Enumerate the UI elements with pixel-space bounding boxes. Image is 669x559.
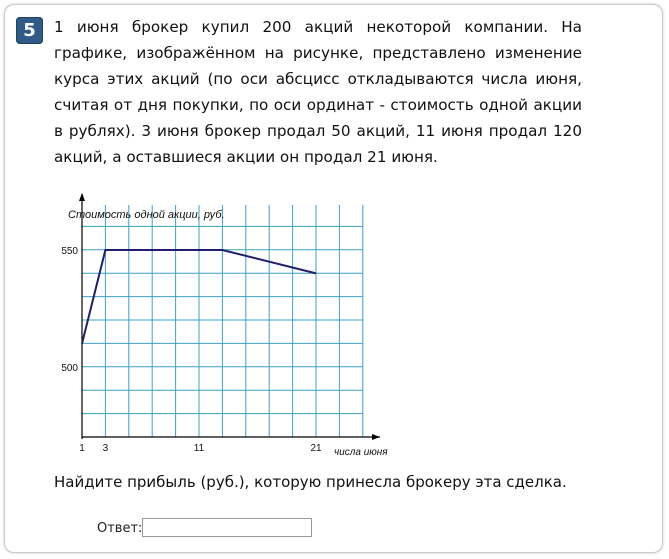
y-tick-label: 550 [61, 246, 78, 257]
answer-label: Ответ: [97, 521, 143, 536]
x-tick-label: 1 [79, 443, 85, 454]
question-text: Найдите прибыль (руб.), которую принесла брокеру эта сделка. [54, 473, 567, 491]
y-axis-title: Стоимость одной акции, руб. [68, 209, 225, 221]
x-axis-title: числа июня [334, 447, 388, 458]
x-axis-arrow [372, 434, 380, 440]
answer-input[interactable] [142, 518, 312, 537]
chart-axes [79, 193, 380, 440]
chart-grid [82, 205, 363, 437]
y-axis-arrow [79, 193, 85, 201]
problem-text: 1 июня брокер купил 200 акций некоторой компании. На графике, изображённом на рисунке, представлено изменение курса этих акций (по оси абсцисс откладываются числа июня, считая от дня покупки, по оси ординат - стоимость одной акции в рублях). 3 июня брокер продал 50 акций, 11 июня продал 120 акций, а оставшиеся акции он продал 21 июня. [54, 18, 582, 166]
x-tick-label: 11 [193, 443, 205, 454]
task-number-badge: 5 [16, 17, 43, 44]
y-tick-label: 500 [61, 363, 78, 374]
x-tick-label: 21 [310, 443, 322, 454]
x-tick-label: 3 [102, 443, 109, 454]
